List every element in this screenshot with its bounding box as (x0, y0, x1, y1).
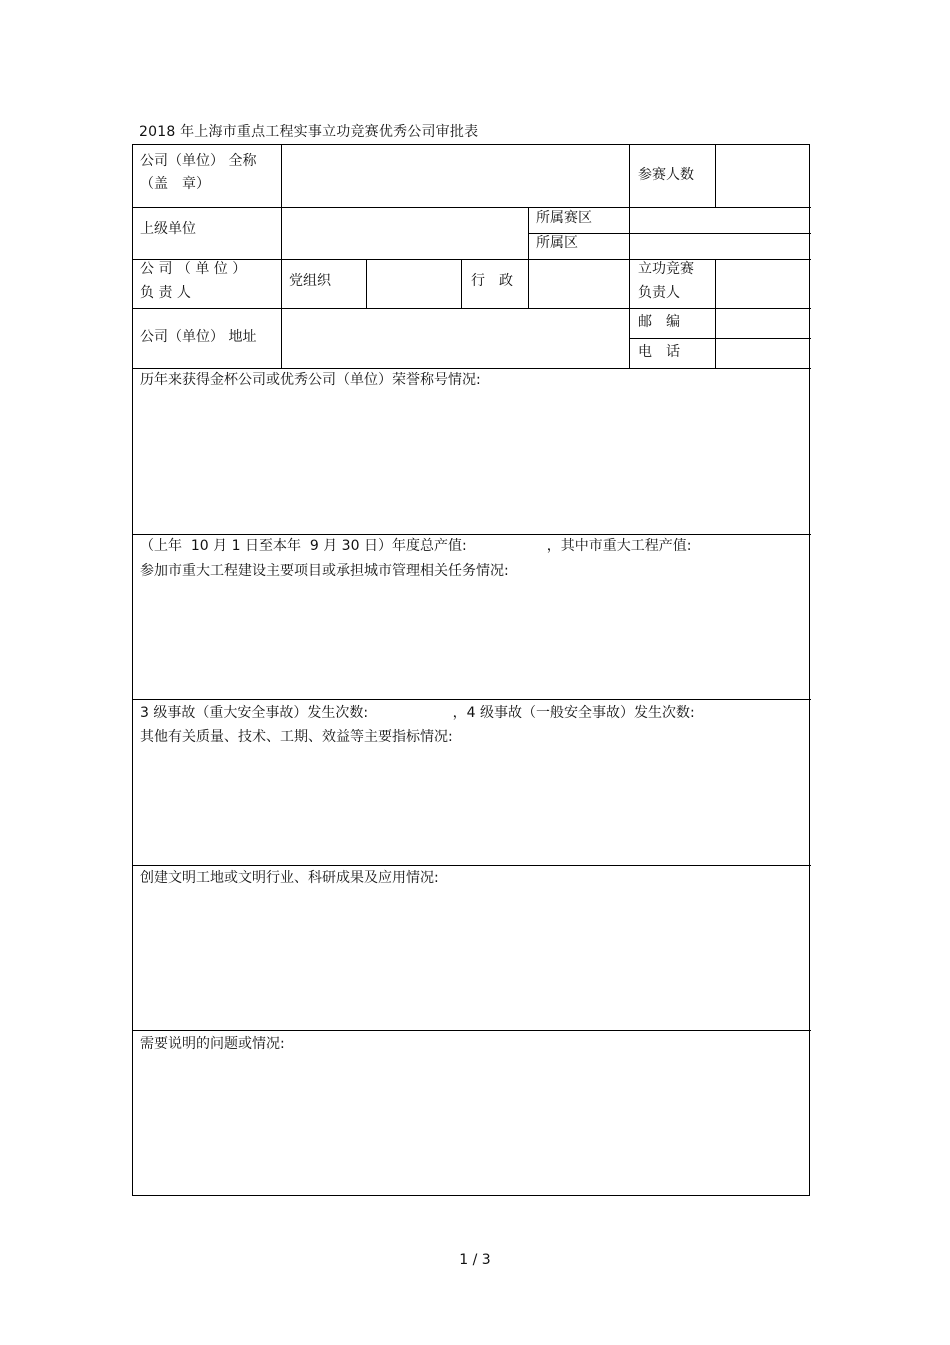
page-number: 1 / 3 (459, 1252, 491, 1268)
row-divider (133, 699, 811, 700)
annual-output-line: （上年 10 月 1 日至本年 9 月 30 日）年度总产值: ，其中市重大工程产值: (140, 538, 692, 554)
row-divider (133, 865, 811, 866)
form-title: 2018 年上海市重点工程实事立功竞赛优秀公司审批表 (139, 124, 479, 140)
projects-section-label: 参加市重大工程建设主要项目或承担城市管理相关任务情况: (140, 563, 509, 579)
row-divider (133, 1030, 811, 1031)
district-label: 所属区 (536, 235, 578, 251)
approval-form-table (132, 144, 810, 1196)
competition-zone-label: 所属赛区 (536, 210, 592, 226)
col-divider (629, 145, 630, 207)
accidents-line: 3 级事故（重大安全事故）发生次数: ，4 级事故（一般安全事故）发生次数: (140, 705, 695, 721)
notes-section-label: 需要说明的问题或情况: (140, 1036, 285, 1052)
col-divider (715, 145, 716, 207)
company-leader-label: 公 司 （ 单 位 ） (140, 261, 247, 277)
honors-section-label: 历年来获得金杯公司或优秀公司（单位）荣誉称号情况: (140, 372, 481, 388)
company-name-seal-label: （盖 章） (140, 176, 210, 192)
postcode-label: 邮 编 (638, 314, 680, 330)
civilization-section-label: 创建文明工地或文明行业、科研成果及应用情况: (140, 870, 439, 886)
admin-label: 行 政 (471, 273, 513, 289)
indicators-section-label: 其他有关质量、技术、工期、效益等主要指标情况: (140, 729, 453, 745)
contest-leader-label-2: 负责人 (638, 285, 680, 301)
party-org-label: 党组织 (289, 273, 331, 289)
row-divider (133, 308, 811, 309)
participants-label: 参赛人数 (638, 167, 694, 183)
col-divider (461, 259, 462, 308)
superior-unit-label: 上级单位 (140, 221, 196, 237)
row-divider (629, 338, 811, 339)
col-divider (629, 259, 630, 368)
col-divider (629, 207, 630, 259)
address-label: 公司（单位） 地址 (140, 329, 257, 345)
col-divider (366, 259, 367, 308)
company-leader-label-2: 负 责 人 (140, 285, 191, 301)
company-name-label: 公司（单位） 全称 (140, 153, 257, 169)
col-divider (528, 207, 529, 308)
phone-label: 电 话 (638, 344, 680, 360)
contest-leader-label: 立功竞赛 (638, 261, 694, 277)
row-divider (133, 207, 811, 208)
col-divider (715, 259, 716, 368)
col-divider (281, 145, 282, 368)
